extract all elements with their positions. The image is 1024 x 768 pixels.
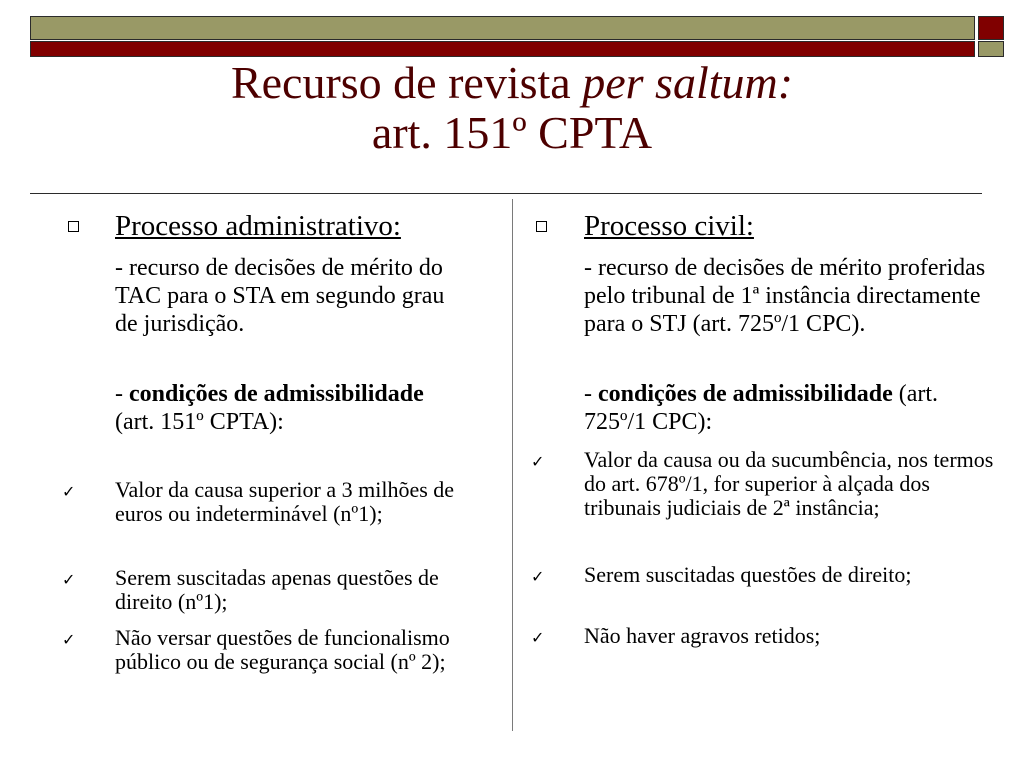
left-cond-suffix: (art. 151º CPTA):	[115, 409, 284, 435]
right-cond-prefix: -	[584, 381, 598, 407]
left-intro: - recurso de decisões de mérito do TAC para o STA em segundo grau de jurisdição.	[115, 255, 445, 337]
title-line-1	[0, 58, 1024, 108]
header-bar-maroon	[30, 41, 975, 57]
title-italic: per saltum:	[582, 57, 794, 108]
title-regular: Recurso de revista	[230, 57, 583, 108]
hollow-square-icon	[536, 221, 547, 232]
checkmark-icon: ✓	[531, 452, 545, 471]
title-divider	[30, 193, 982, 194]
left-item-2: Serem suscitadas apenas questões de direito (nº1);	[115, 565, 439, 614]
left-cond-bold: condições de admissibilidade	[129, 381, 424, 407]
right-cond-suffix: (art. 725º/1 CPC):	[584, 381, 939, 435]
right-item-1: Valor da causa ou da sucumbência, nos termos do art. 678º/1, for superior à alçada dos tribunais judiciais de 2ª instância;	[584, 447, 994, 520]
left-cond-prefix: -	[115, 381, 129, 407]
slide-title	[0, 58, 1024, 158]
hollow-square-icon	[68, 221, 79, 232]
right-item-3: Não haver agravos retidos;	[584, 623, 821, 648]
corner-square-olive	[978, 41, 1004, 57]
column-divider	[512, 199, 513, 731]
header-bar-olive	[30, 16, 975, 40]
right-heading: Processo civil:	[584, 210, 754, 242]
checkmark-icon: ✓	[62, 570, 76, 589]
left-item-1: Valor da causa superior a 3 milhões de euros ou indeterminável (nº1);	[115, 477, 455, 526]
right-intro: - recurso de decisões de mérito proferidas pelo tribunal de 1ª instância directamente para o STJ (art. 725º/1 CPC).	[584, 255, 986, 337]
checkmark-icon: ✓	[531, 628, 545, 647]
right-cond-bold: condições de admissibilidade	[598, 381, 893, 407]
left-heading: Processo administrativo:	[115, 210, 401, 242]
right-item-2: Serem suscitadas questões de direito;	[584, 562, 912, 587]
checkmark-icon: ✓	[531, 567, 545, 586]
checkmark-icon: ✓	[62, 630, 76, 649]
corner-square-maroon	[978, 16, 1004, 40]
checkmark-icon: ✓	[62, 482, 76, 501]
left-item-3: Não versar questões de funcionalismo público ou de segurança social (nº 2);	[115, 625, 450, 674]
left-conditions	[115, 380, 465, 436]
right-conditions	[584, 380, 994, 436]
title-line-2: art. 151º CPTA	[371, 107, 653, 158]
